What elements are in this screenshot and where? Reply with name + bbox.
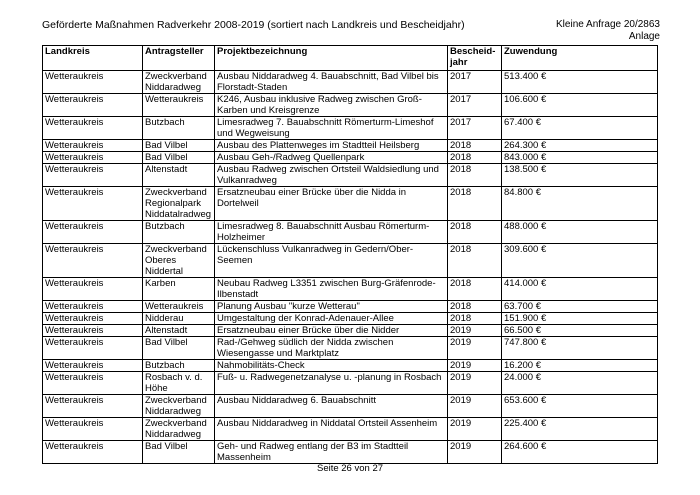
cell-antragsteller: Altenstadt — [143, 164, 215, 187]
cell-zuwendung: 138.500 € — [502, 164, 658, 187]
cell-zuwendung: 414.000 € — [502, 278, 658, 301]
cell-landkreis: Wetteraukreis — [43, 71, 143, 94]
table-row — [43, 94, 658, 117]
table-row — [43, 221, 658, 244]
reference-block — [556, 19, 660, 43]
cell-projektbezeichnung: Rad-/Gehweg südlich der Nidda zwischen Wiesengasse und Marktplatz — [215, 337, 448, 360]
cell-antragsteller: Karben — [143, 278, 215, 301]
cell-landkreis: Wetteraukreis — [43, 278, 143, 301]
cell-bescheidjahr: 2017 — [448, 94, 502, 117]
cell-bescheidjahr: 2018 — [448, 152, 502, 164]
attachment-label: Anlage — [628, 31, 660, 42]
cell-projektbezeichnung: Planung Ausbau "kurze Wetterau" — [215, 301, 448, 313]
table-row — [43, 337, 658, 360]
table-row — [43, 301, 658, 313]
cell-bescheidjahr: 2018 — [448, 244, 502, 278]
cell-landkreis: Wetteraukreis — [43, 313, 143, 325]
cell-antragsteller: Bad Vilbel — [143, 337, 215, 360]
cell-landkreis: Wetteraukreis — [43, 337, 143, 360]
cell-antragsteller: Bad Vilbel — [143, 152, 215, 164]
cell-landkreis: Wetteraukreis — [43, 395, 143, 418]
cell-antragsteller: Butzbach — [143, 360, 215, 372]
table-row — [43, 140, 658, 152]
cell-bescheidjahr: 2017 — [448, 71, 502, 94]
cell-landkreis: Wetteraukreis — [43, 164, 143, 187]
cell-projektbezeichnung: Neubau Radweg L3351 zwischen Burg-Gräfenrode-Ilbenstadt — [215, 278, 448, 301]
cell-antragsteller: Wetteraukreis — [143, 301, 215, 313]
cell-projektbezeichnung: Fuß- u. Radwegenetzanalyse u. -planung in Rosbach — [215, 372, 448, 395]
cell-antragsteller: Zweckverband Oberes Niddertal — [143, 244, 215, 278]
cell-projektbezeichnung: Ersatzneubau einer Brücke über die Nidder — [215, 325, 448, 337]
cell-projektbezeichnung: Ausbau Niddaradweg in Niddatal Ortsteil Assenheim — [215, 418, 448, 441]
cell-projektbezeichnung: Limesradweg 7. Bauabschnitt Römerturm-Limeshof und Wegweisung — [215, 117, 448, 140]
cell-landkreis: Wetteraukreis — [43, 140, 143, 152]
cell-zuwendung: 63.700 € — [502, 301, 658, 313]
cell-bescheidjahr: 2019 — [448, 372, 502, 395]
cell-projektbezeichnung: Nahmobilitäts-Check — [215, 360, 448, 372]
cell-bescheidjahr: 2019 — [448, 325, 502, 337]
cell-projektbezeichnung: K246, Ausbau inklusive Radweg zwischen Groß-Karben und Kreisgrenze — [215, 94, 448, 117]
cell-bescheidjahr: 2017 — [448, 117, 502, 140]
cell-projektbezeichnung: Umgestaltung der Konrad-Adenauer-Allee — [215, 313, 448, 325]
cell-projektbezeichnung: Ausbau Niddaradweg 6. Bauabschnitt — [215, 395, 448, 418]
cell-landkreis: Wetteraukreis — [43, 187, 143, 221]
cell-projektbezeichnung: Limesradweg 8. Bauabschnitt Ausbau Römerturm-Holzheimer — [215, 221, 448, 244]
cell-zuwendung: 67.400 € — [502, 117, 658, 140]
cell-bescheidjahr: 2018 — [448, 140, 502, 152]
cell-antragsteller: Nidderau — [143, 313, 215, 325]
cell-antragsteller: Bad Vilbel — [143, 140, 215, 152]
table-row — [43, 71, 658, 94]
cell-antragsteller: Zweckverband Niddaradweg — [143, 71, 215, 94]
cell-bescheidjahr: 2019 — [448, 337, 502, 360]
cell-bescheidjahr: 2018 — [448, 301, 502, 313]
cell-landkreis: Wetteraukreis — [43, 441, 143, 464]
page-number: Seite 26 von 27 — [316, 463, 384, 474]
cell-antragsteller: Zweckverband Niddaradweg — [143, 418, 215, 441]
cell-zuwendung: 106.600 € — [502, 94, 658, 117]
cell-antragsteller: Butzbach — [143, 221, 215, 244]
cell-antragsteller: Wetteraukreis — [143, 94, 215, 117]
cell-bescheidjahr: 2018 — [448, 278, 502, 301]
cell-zuwendung: 84.800 € — [502, 187, 658, 221]
cell-projektbezeichnung: Ausbau Niddaradweg 4. Bauabschnitt, Bad Vilbel bis Florstadt-Staden — [215, 71, 448, 94]
column-header-antragsteller: Antragsteller — [143, 46, 215, 71]
cell-zuwendung: 24.000 € — [502, 372, 658, 395]
table-row — [43, 152, 658, 164]
cell-zuwendung: 264.300 € — [502, 140, 658, 152]
table-row — [43, 117, 658, 140]
table-row — [43, 418, 658, 441]
table-row — [43, 244, 658, 278]
cell-antragsteller: Altenstadt — [143, 325, 215, 337]
cell-antragsteller: Butzbach — [143, 117, 215, 140]
cell-bescheidjahr: 2018 — [448, 164, 502, 187]
cell-zuwendung: 264.600 € — [502, 441, 658, 464]
cell-projektbezeichnung: Lückenschluss Vulkanradweg in Gedern/Ober-Seemen — [215, 244, 448, 278]
column-header-landkreis: Landkreis — [43, 46, 143, 71]
cell-projektbezeichnung: Ausbau des Plattenweges im Stadtteil Heilsberg — [215, 140, 448, 152]
cell-zuwendung: 843.000 € — [502, 152, 658, 164]
cell-landkreis: Wetteraukreis — [43, 360, 143, 372]
funding-table — [42, 45, 658, 464]
table-row — [43, 278, 658, 301]
cell-bescheidjahr: 2019 — [448, 395, 502, 418]
cell-landkreis: Wetteraukreis — [43, 301, 143, 313]
cell-projektbezeichnung: Ausbau Geh-/Radweg Quellenpark — [215, 152, 448, 164]
cell-bescheidjahr: 2018 — [448, 221, 502, 244]
cell-antragsteller: Rosbach v. d. Höhe — [143, 372, 215, 395]
table-row — [43, 325, 658, 337]
cell-bescheidjahr: 2019 — [448, 418, 502, 441]
cell-bescheidjahr: 2018 — [448, 187, 502, 221]
table-row — [43, 372, 658, 395]
cell-zuwendung: 653.600 € — [502, 395, 658, 418]
cell-landkreis: Wetteraukreis — [43, 94, 143, 117]
cell-bescheidjahr: 2019 — [448, 360, 502, 372]
table-row — [43, 187, 658, 221]
table-row — [43, 360, 658, 372]
reference-number: Kleine Anfrage 20/2863 — [556, 19, 660, 30]
cell-landkreis: Wetteraukreis — [43, 221, 143, 244]
document-title: Geförderte Maßnahmen Radverkehr 2008-2019 (sortiert nach Landkreis und Bescheidjahr) — [42, 19, 465, 31]
cell-landkreis: Wetteraukreis — [43, 418, 143, 441]
cell-bescheidjahr: 2018 — [448, 313, 502, 325]
table-header-row — [43, 46, 658, 71]
column-header-zuwendung: Zuwendung — [502, 46, 658, 71]
cell-landkreis: Wetteraukreis — [43, 117, 143, 140]
cell-zuwendung: 66.500 € — [502, 325, 658, 337]
cell-antragsteller: Bad Vilbel — [143, 441, 215, 464]
cell-landkreis: Wetteraukreis — [43, 244, 143, 278]
cell-zuwendung: 747.800 € — [502, 337, 658, 360]
cell-antragsteller: Zweckverband Niddaradweg — [143, 395, 215, 418]
cell-zuwendung: 225.400 € — [502, 418, 658, 441]
column-header-projektbezeichnung: Projektbezeichnung — [215, 46, 448, 71]
cell-zuwendung: 309.600 € — [502, 244, 658, 278]
cell-zuwendung: 151.900 € — [502, 313, 658, 325]
cell-antragsteller: Zweckverband Regionalpark Niddatalradweg — [143, 187, 215, 221]
cell-landkreis: Wetteraukreis — [43, 152, 143, 164]
cell-projektbezeichnung: Ersatzneubau einer Brücke über die Nidda in Dortelweil — [215, 187, 448, 221]
column-header-bescheidjahr: Bescheid-jahr — [448, 46, 502, 71]
cell-projektbezeichnung: Ausbau Radweg zwischen Ortsteil Waldsiedlung und Vulkanradweg — [215, 164, 448, 187]
table-row — [43, 164, 658, 187]
cell-projektbezeichnung: Geh- und Radweg entlang der B3 im Stadtteil Massenheim — [215, 441, 448, 464]
table-row — [43, 441, 658, 464]
cell-zuwendung: 488.000 € — [502, 221, 658, 244]
cell-bescheidjahr: 2019 — [448, 441, 502, 464]
cell-zuwendung: 16.200 € — [502, 360, 658, 372]
cell-landkreis: Wetteraukreis — [43, 372, 143, 395]
table-row — [43, 313, 658, 325]
table-row — [43, 395, 658, 418]
cell-landkreis: Wetteraukreis — [43, 325, 143, 337]
cell-zuwendung: 513.400 € — [502, 71, 658, 94]
